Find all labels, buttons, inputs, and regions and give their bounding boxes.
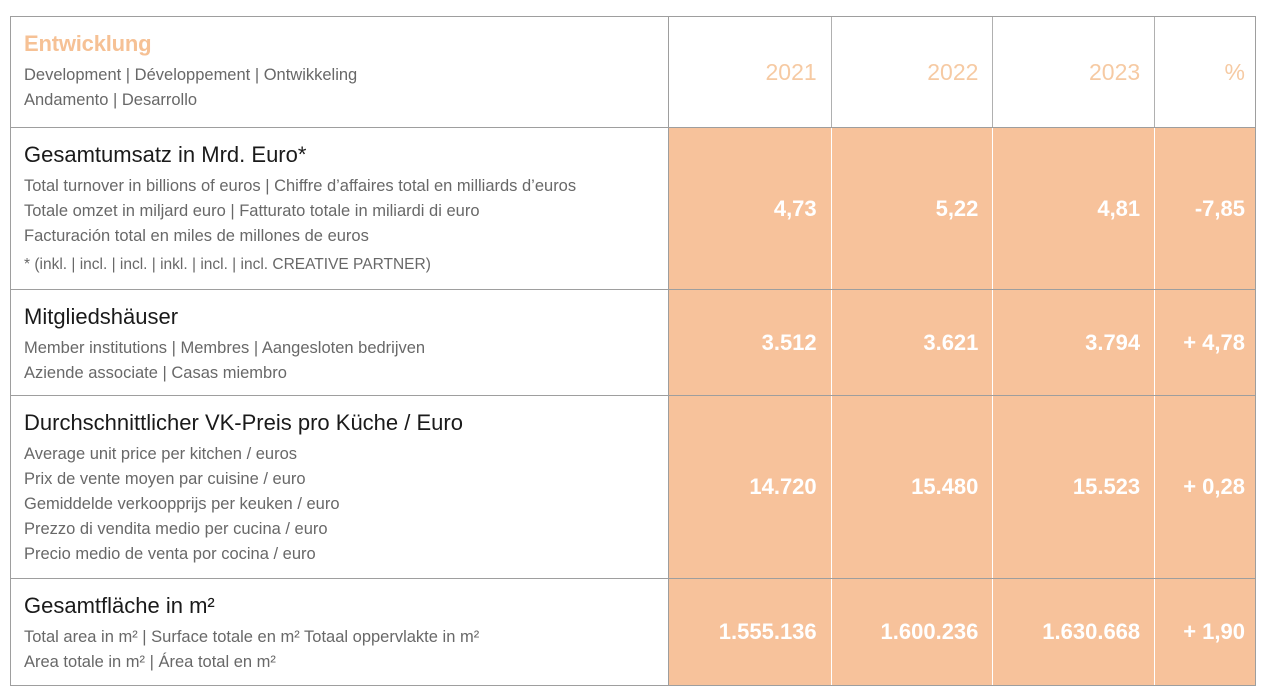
row-title: Gesamtfläche in m²: [24, 593, 215, 618]
table-title: Entwicklung: [24, 31, 152, 56]
row-subtitle-line: Area totale in m² | Área total en m²: [24, 653, 276, 671]
value-2023: 1.630.668: [992, 579, 1154, 685]
row-subtitle-line: Totale omzet in miljard euro | Fatturato totale in miliardi di euro: [24, 202, 480, 220]
table-row-member-institutions: [11, 289, 1255, 395]
row-subtitle-line: Precio medio de venta por cocina / euro: [24, 545, 316, 563]
value-2022: 5,22: [831, 128, 993, 289]
row-title: Gesamtumsatz in Mrd. Euro*: [24, 142, 307, 167]
value-2021: 14.720: [669, 396, 831, 578]
row-subtitle-line: Facturación total en miles de millones de euros: [24, 227, 369, 245]
row-subtitle-line: Aziende associate | Casas miembro: [24, 364, 287, 382]
table-row-average-unit-price: [11, 395, 1255, 578]
value-2022: 3.621: [831, 290, 993, 395]
table-row-total-area: [11, 578, 1255, 685]
row-subtitle-line: Gemiddelde verkoopprijs per keuken / euro: [24, 495, 340, 513]
row-label-cell: [11, 128, 669, 289]
value-percent: -7,85: [1154, 128, 1255, 289]
value-2021: 1.555.136: [669, 579, 831, 685]
development-table: [10, 16, 1256, 686]
value-2023: 3.794: [992, 290, 1154, 395]
row-subtitle-line: Total turnover in billions of euros | Chiffre d’affaires total en milliards d’euros: [24, 177, 577, 195]
value-2021: 4,73: [669, 128, 831, 289]
column-header-2023: 2023: [992, 17, 1154, 127]
value-percent: + 0,28: [1154, 396, 1255, 578]
row-subtitle-line: Prezzo di vendita medio per cucina / euro: [24, 520, 328, 538]
value-percent: + 1,90: [1154, 579, 1255, 685]
row-footnote: * (inkl. | incl. | incl. | inkl. | incl. | incl. CREATIVE PARTNER): [24, 256, 431, 273]
value-2022: 1.600.236: [831, 579, 993, 685]
row-title: Mitgliedshäuser: [24, 304, 179, 329]
table-header-row: [11, 17, 1255, 127]
column-header-2021: 2021: [669, 17, 831, 127]
header-label-cell: [11, 17, 669, 127]
column-header-2022: 2022: [831, 17, 993, 127]
value-2023: 4,81: [992, 128, 1154, 289]
header-subtitle-line: Development | Développement | Ontwikkeling: [24, 66, 358, 84]
value-percent: + 4,78: [1154, 290, 1255, 395]
row-subtitle-line: Average unit price per kitchen / euros: [24, 445, 298, 463]
value-2023: 15.523: [992, 396, 1154, 578]
table-row-total-turnover: [11, 127, 1255, 289]
header-subtitle-line: Andamento | Desarrollo: [24, 91, 198, 109]
row-label-cell: [11, 579, 669, 685]
row-subtitle-line: Total area in m² | Surface totale en m² Totaal oppervlakte in m²: [24, 628, 480, 646]
row-label-cell: [11, 290, 669, 395]
row-title: Durchschnittlicher VK-Preis pro Küche / Euro: [24, 410, 463, 435]
value-2022: 15.480: [831, 396, 993, 578]
row-subtitle-line: Member institutions | Membres | Aangesloten bedrijven: [24, 339, 426, 357]
column-header-percent: %: [1154, 17, 1255, 127]
row-subtitle-line: Prix de vente moyen par cuisine / euro: [24, 470, 306, 488]
row-label-cell: [11, 396, 669, 578]
value-2021: 3.512: [669, 290, 831, 395]
